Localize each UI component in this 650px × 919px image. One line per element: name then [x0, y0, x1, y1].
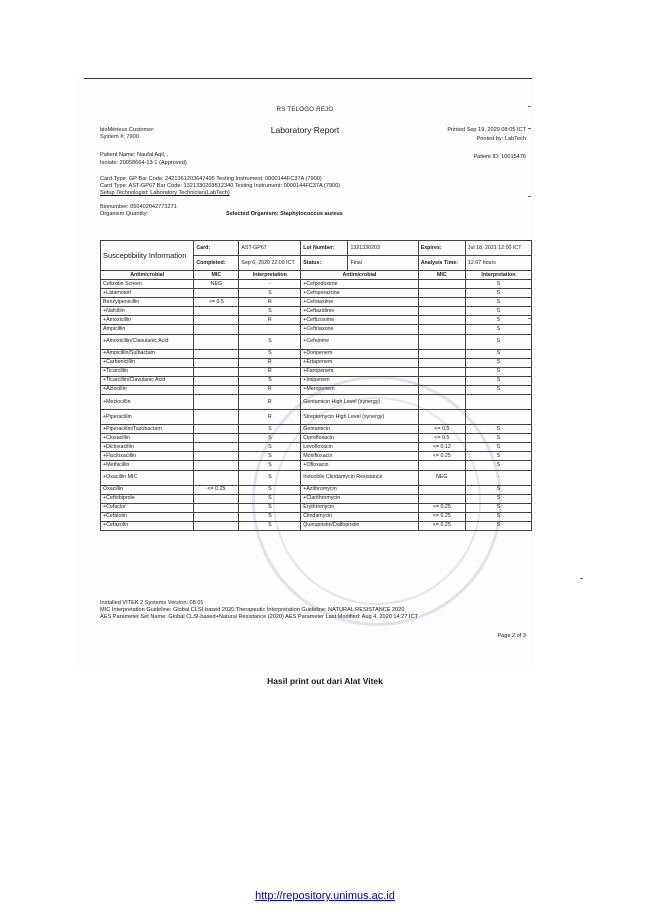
status-value: Final: [348, 256, 418, 271]
antimicrobial-right: Erythromycin: [301, 503, 418, 512]
col-interpretation: Interpretation: [239, 271, 301, 280]
mic-left: [194, 307, 239, 316]
mic-left: [194, 316, 239, 325]
mic-guideline: MIC Interpretation Guideline: Global CLSI-based 2020 Therapeutic Interpretation Guideline: NATURAL RESISTANCE 2020: [100, 607, 405, 613]
antimicrobial-right: +Cefoperazone: [301, 289, 418, 298]
interpretation-right: S: [465, 298, 531, 307]
interpretation-left: S: [239, 503, 301, 512]
table-row: [101, 503, 532, 512]
margin-mark: [580, 578, 583, 579]
antimicrobial-right: Inducible Clindamycin Resistance: [301, 470, 418, 485]
table-row: [101, 425, 532, 434]
interpretation-left: S: [239, 349, 301, 358]
interpretation-left: S: [239, 512, 301, 521]
interpretation-right: S: [465, 443, 531, 452]
selected-organism: Selected Organism: Staphylococcus aureus: [226, 211, 343, 217]
antimicrobial-right: +Clarithromycin: [301, 494, 418, 503]
antimicrobial-left: +Piperacillin: [101, 410, 194, 425]
table-row: [101, 410, 532, 425]
mic-left: [194, 521, 239, 530]
table-row: [101, 367, 532, 376]
antimicrobial-right: +Ertapenem: [301, 358, 418, 367]
interpretation-right: S: [465, 349, 531, 358]
antimicrobial-right: +Meropenem: [301, 385, 418, 394]
mic-left: >= 0.5: [194, 298, 239, 307]
mic-left: [194, 358, 239, 367]
customer-label: bioMérieux Customer:: [100, 127, 155, 133]
col-antimicrobial: Antimicrobial: [101, 271, 194, 280]
margin-mark: [528, 196, 531, 197]
top-rule: [84, 78, 532, 79]
antimicrobial-left: +Ticarcillin/Clavulanic Acid: [101, 376, 194, 385]
col-interpretation-2: Interpretation: [465, 271, 531, 280]
antimicrobial-left: +Cefazolin: [101, 521, 194, 530]
antimicrobial-right: +Cefpodoxime: [301, 280, 418, 289]
interpretation-right: S: [465, 494, 531, 503]
card-info-row: [101, 241, 532, 256]
interpretation-left: S: [239, 425, 301, 434]
mic-left: [194, 434, 239, 443]
antimicrobial-left: +Cefalotin: [101, 512, 194, 521]
interpretation-right: S: [465, 385, 531, 394]
interpretation-left: S: [239, 470, 301, 485]
margin-mark: [528, 128, 531, 129]
mic-right: [418, 367, 465, 376]
antimicrobial-left: +Flucloxacillin: [101, 452, 194, 461]
repository-link[interactable]: http://repository.unimus.ac.id: [255, 890, 395, 902]
interpretation-right: S: [465, 485, 531, 494]
figure-caption: Hasil print out dari Alat Vitek: [267, 676, 383, 686]
interpretation-right: S: [465, 367, 531, 376]
antimicrobial-right: +Imipenem: [301, 376, 418, 385]
interpretation-left: S: [239, 443, 301, 452]
margin-mark: [528, 106, 531, 107]
antimicrobial-right: Quinupristin/Dalfopristin: [301, 521, 418, 530]
antimicrobial-left: +Piperacillin/Tazobactam: [101, 425, 194, 434]
susceptibility-table: [100, 240, 532, 531]
hospital-name: RS TELOGO REJO: [276, 107, 334, 113]
table-row: [101, 485, 532, 494]
antimicrobial-right: +Azithromycin: [301, 485, 418, 494]
interpretation-right: S: [465, 316, 531, 325]
interpretation-left: S: [239, 521, 301, 530]
antimicrobial-left: +Nafcillin: [101, 307, 194, 316]
mic-right: [418, 376, 465, 385]
interpretation-left: R: [239, 410, 301, 425]
mic-left: [194, 461, 239, 470]
mic-right: [418, 358, 465, 367]
mic-right: <= 0.25: [418, 521, 465, 530]
mic-left: [194, 385, 239, 394]
mic-right: [418, 349, 465, 358]
mic-right: [418, 485, 465, 494]
antimicrobial-left: +Azlocillin: [101, 385, 194, 394]
card-type-gp: Card Type: GP Bar Code: 2421361203647495 Testing Instrument: 0000144FC37A (7900): [100, 176, 322, 182]
interpretation-left: S: [239, 307, 301, 316]
table-row: [101, 470, 532, 485]
bionumber: Bionumber: 050402042773271: [100, 204, 177, 210]
mic-left: [194, 349, 239, 358]
antimicrobial-right: +Faropenem: [301, 367, 418, 376]
printed-by: Printed by: LabTech: [476, 136, 526, 142]
table-row: [101, 358, 532, 367]
mic-right: [418, 410, 465, 425]
interpretation-right: S: [465, 452, 531, 461]
antimicrobial-left: Oxacillin: [101, 485, 194, 494]
col-mic-2: MIC: [418, 271, 465, 280]
antimicrobial-left: +Ceftobiprole: [101, 494, 194, 503]
antimicrobial-right: +Ceftazidime: [301, 307, 418, 316]
antimicrobial-left: Cefoxitin Screen: [101, 280, 194, 289]
mic-right: [418, 280, 465, 289]
interpretation-left: R: [239, 298, 301, 307]
completed-label: Completed:: [194, 256, 239, 271]
interpretation-right: S: [465, 358, 531, 367]
interpretation-left: R: [239, 385, 301, 394]
mic-left: [194, 289, 239, 298]
aes-parameters: AES Parameter Set Name: Global CLSI-based+Natural Resistance (2020) AES Parameter Last Modified: Aug 4, 2020 14:27 ICT: [100, 614, 418, 620]
interpretation-left: S: [239, 494, 301, 503]
mic-left: [194, 325, 239, 334]
mic-right: <= 0.5: [418, 425, 465, 434]
mic-left: [194, 494, 239, 503]
mic-right: <= 0.5: [418, 434, 465, 443]
mic-right: [418, 307, 465, 316]
interpretation-right: S: [465, 376, 531, 385]
interpretation-right: S: [465, 461, 531, 470]
table-row: [101, 325, 532, 334]
table-row: [101, 316, 532, 325]
antimicrobial-left: +Latamoxef: [101, 289, 194, 298]
mic-left: NEG: [194, 280, 239, 289]
lot-value: 1321330203: [348, 241, 418, 256]
table-row: [101, 385, 532, 394]
mic-left: [194, 443, 239, 452]
antimicrobial-right: +Cefotaxime: [301, 298, 418, 307]
analysis-time-value: 12.67 hours: [465, 256, 531, 271]
interpretation-left: R: [239, 395, 301, 410]
antimicrobial-left: Ampicillin: [101, 325, 194, 334]
interpretation-left: S: [239, 289, 301, 298]
table-row: [101, 443, 532, 452]
interpretation-right: S: [465, 512, 531, 521]
mic-right: [418, 385, 465, 394]
table-row: [101, 434, 532, 443]
interpretation-right: S: [465, 521, 531, 530]
interpretation-right: S: [465, 325, 531, 334]
susceptibility-title: Susceptibility Information: [101, 241, 194, 271]
antimicrobial-left: Benzylpenicillin: [101, 298, 194, 307]
interpretation-left: R: [239, 358, 301, 367]
mic-right: [418, 395, 465, 410]
mic-right: <= 0.25: [418, 503, 465, 512]
mic-left: [194, 376, 239, 385]
table-row: [101, 307, 532, 316]
interpretation-right: S: [465, 503, 531, 512]
antimicrobial-left: +Amoxicillin: [101, 316, 194, 325]
interpretation-left: R: [239, 316, 301, 325]
table-row: [101, 461, 532, 470]
patient-name: Patient Name: Naufal Aqil, ,: [100, 152, 169, 158]
lot-label: Lot Number:: [301, 241, 348, 256]
antimicrobial-right: +Doripenem: [301, 349, 418, 358]
status-label: Status:: [301, 256, 348, 271]
interpretation-left: S: [239, 376, 301, 385]
col-antimicrobial-2: Antimicrobial: [301, 271, 418, 280]
antimicrobial-right: Gentamicin High Level (synergy): [301, 395, 418, 410]
interpretation-left: -: [239, 280, 301, 289]
interpretation-right: S: [465, 334, 531, 349]
antimicrobial-right: +Ceftizoxime: [301, 316, 418, 325]
mic-right: [418, 289, 465, 298]
interpretation-left: R: [239, 367, 301, 376]
mic-left: [194, 452, 239, 461]
organism-quantity: Organism Quantity:: [100, 211, 149, 217]
antimicrobial-left: +Dicloxacillin: [101, 443, 194, 452]
card-label: Card:: [194, 241, 239, 256]
antimicrobial-left: +Ampicillin/Sulbactam: [101, 349, 194, 358]
table-row: [101, 289, 532, 298]
antimicrobial-left: +Ticarcillin: [101, 367, 194, 376]
interpretation-left: S: [239, 452, 301, 461]
expires-label: Expires:: [418, 241, 465, 256]
interpretation-right: S: [465, 434, 531, 443]
antimicrobial-right: Clindamycin: [301, 512, 418, 521]
antimicrobial-left: +Cefaclor: [101, 503, 194, 512]
interpretation-left: S: [239, 434, 301, 443]
table-row: [101, 298, 532, 307]
mic-right: NEG: [418, 470, 465, 485]
antimicrobial-left: +Mezlocillin: [101, 395, 194, 410]
mic-right: <= 0.12: [418, 443, 465, 452]
page-number: Page 2 of 3: [497, 633, 526, 639]
mic-left: [194, 334, 239, 349]
antimicrobial-left: +Cloxacillin: [101, 434, 194, 443]
antimicrobial-left: +Oxacillin MIC: [101, 470, 194, 485]
card-value: AST-GP67: [239, 241, 301, 256]
interpretation-right: S: [465, 289, 531, 298]
antimicrobial-right: Ciprofloxacin: [301, 434, 418, 443]
col-mic: MIC: [194, 271, 239, 280]
table-row: [101, 521, 532, 530]
antimicrobial-right: Gentamicin: [301, 425, 418, 434]
interpretation-right: S: [465, 425, 531, 434]
interpretation-left: S: [239, 334, 301, 349]
isolate: Isolate: 20058664-13-1 (Approved): [100, 160, 187, 166]
interpretation-left: [239, 325, 301, 334]
vitek-version: Installed VITEK 2 Systems Version: 08.01: [100, 600, 204, 606]
mic-right: [418, 494, 465, 503]
mic-right: [418, 461, 465, 470]
system-number: System #: 7900: [100, 134, 139, 140]
table-row: [101, 280, 532, 289]
completed-value: Sep 6, 2020 22:09 ICT: [239, 256, 301, 271]
mic-left: [194, 512, 239, 521]
mic-left: [194, 395, 239, 410]
mic-left: [194, 410, 239, 425]
antimicrobial-right: Moxifloxacin: [301, 452, 418, 461]
antimicrobial-right: Streptomycin High Level (synergy): [301, 410, 418, 425]
table-row: [101, 334, 532, 349]
interpretation-right: S: [465, 280, 531, 289]
mic-left: [194, 425, 239, 434]
antimicrobial-left: +Methicillin: [101, 461, 194, 470]
mic-right: [418, 325, 465, 334]
mic-left: [194, 367, 239, 376]
table-row: [101, 512, 532, 521]
interpretation-right: [465, 395, 531, 410]
printed-date: Printed Sep 19, 2020 08:05 ICT: [447, 127, 526, 133]
antimicrobial-right: +Ofloxacin: [301, 461, 418, 470]
column-header-row: [101, 271, 532, 280]
interpretation-right: [465, 410, 531, 425]
report-title: Laboratory Report: [270, 125, 340, 135]
antimicrobial-right: Levofloxacin: [301, 443, 418, 452]
mic-right: <= 0.25: [418, 512, 465, 521]
interpretation-left: S: [239, 461, 301, 470]
mic-right: [418, 316, 465, 325]
mic-left: [194, 470, 239, 485]
expires-value: Jul 18, 2021 12:00 ICT: [465, 241, 531, 256]
mic-right: [418, 298, 465, 307]
mic-right: [418, 334, 465, 349]
setup-technologist: Setup Technologist: Laboratory Technician(LabTech): [100, 190, 230, 196]
interpretation-right: S: [465, 307, 531, 316]
mic-left: [194, 503, 239, 512]
patient-id: Patient ID: 10015476: [473, 154, 526, 160]
antimicrobial-left: +Carbenicillin: [101, 358, 194, 367]
table-row: [101, 452, 532, 461]
analysis-time-label: Analysis Time:: [418, 256, 465, 271]
interpretation-left: S: [239, 485, 301, 494]
table-row: [101, 349, 532, 358]
mic-right: <= 0.25: [418, 452, 465, 461]
mic-left: <= 0.25: [194, 485, 239, 494]
antimicrobial-right: +Ceftriaxone: [301, 325, 418, 334]
table-row: [101, 376, 532, 385]
antimicrobial-left: +Amoxicillin/Clavulanic Acid: [101, 334, 194, 349]
table-row: [101, 395, 532, 410]
antimicrobial-right: +Cefepime: [301, 334, 418, 349]
card-type-ast: Card Type: AST-GP67 Bar Code: 1321330203512340 Testing Instrument: 0000144FC37A (7900): [100, 183, 341, 189]
table-row: [101, 494, 532, 503]
interpretation-right: -: [465, 470, 531, 485]
